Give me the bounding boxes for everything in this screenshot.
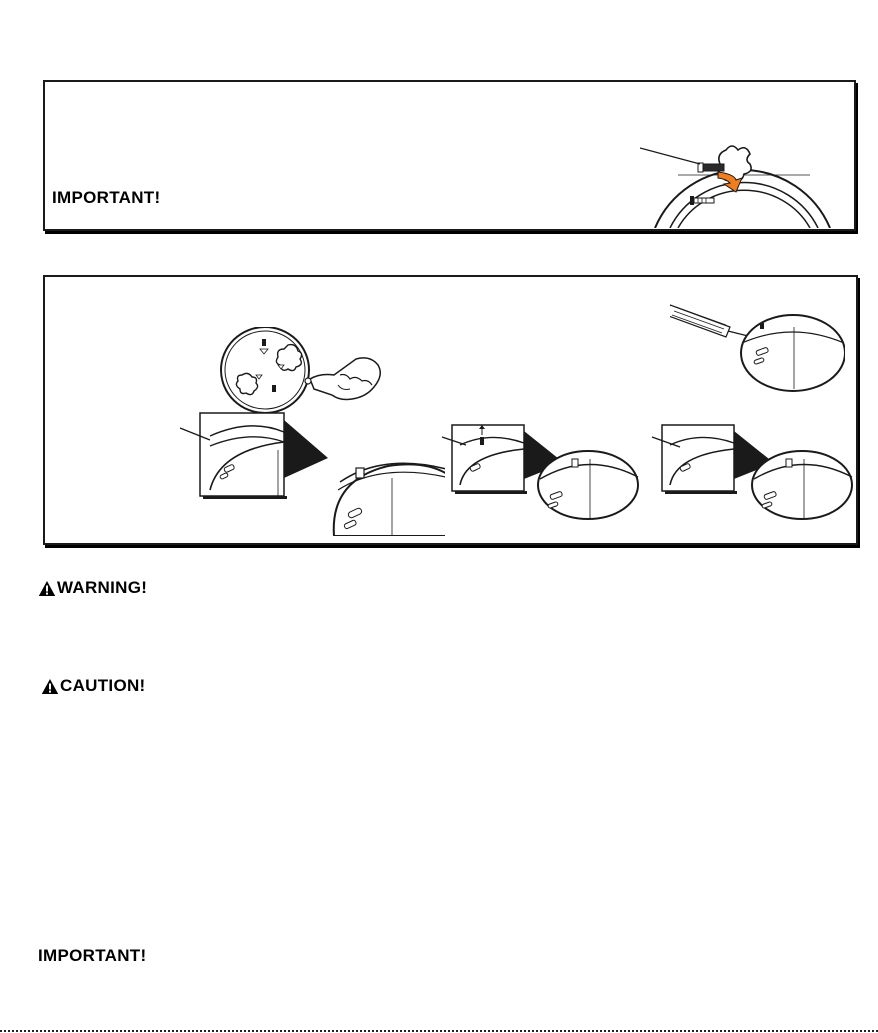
- latch-step-1-illustration: [170, 410, 445, 536]
- mounting-plate-screw-illustration: [640, 108, 835, 228]
- latch-step-3-illustration: [650, 423, 855, 523]
- warning-triangle-icon: [38, 580, 56, 597]
- installation-steps-panel: [43, 275, 858, 545]
- mounting-plate-hand-illustration: [220, 327, 400, 417]
- warning-text: WARNING!: [57, 578, 148, 597]
- hand-icon: [310, 358, 380, 400]
- bottom-divider: [0, 1030, 878, 1032]
- screwdriver-icon: [670, 305, 760, 339]
- warning-triangle-icon: [41, 678, 59, 695]
- tamper-screw-panel: [43, 80, 856, 231]
- caution-heading: [41, 676, 146, 696]
- warning-heading: [38, 578, 147, 598]
- important-heading-bottom: IMPORTANT!: [38, 946, 147, 965]
- caution-text: CAUTION!: [60, 676, 146, 695]
- screw-icon: [702, 164, 724, 171]
- latch-step-2-illustration: [440, 423, 640, 523]
- important-heading-top: IMPORTANT!: [52, 188, 161, 207]
- screwdriver-detector-illustration: [670, 297, 845, 392]
